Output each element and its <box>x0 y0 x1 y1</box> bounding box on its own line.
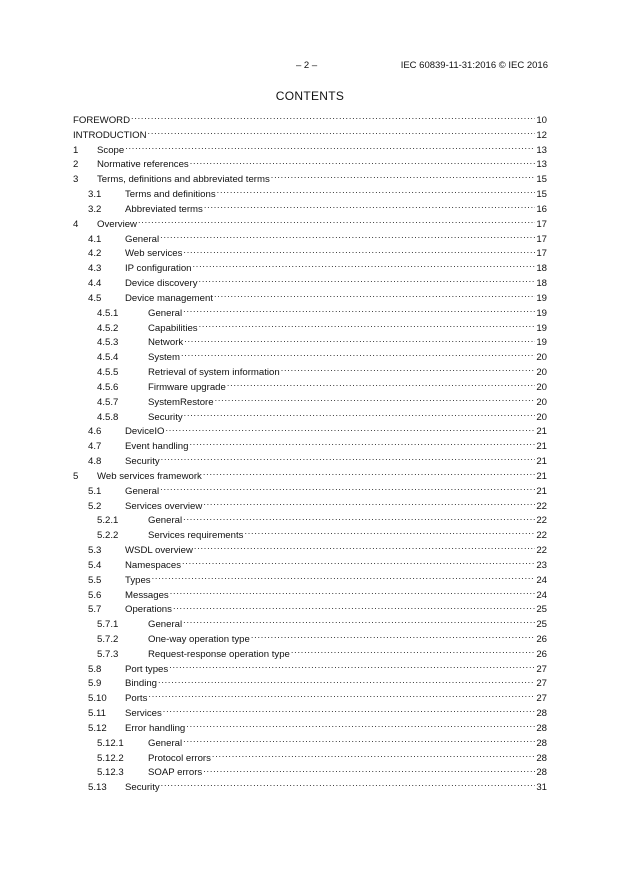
page-number: – 2 – <box>296 60 318 71</box>
toc-entry-label: Operations <box>125 604 172 616</box>
toc-entry-label: FOREWORD <box>73 115 131 126</box>
toc-entry-number: 5.3 <box>88 545 102 557</box>
toc-entry-number: 4.6 <box>88 426 102 438</box>
toc-entry[interactable] <box>73 736 547 751</box>
toc-entry-number: 5 <box>73 470 79 482</box>
dot-leader <box>193 261 536 271</box>
dot-leader <box>160 232 535 242</box>
toc-entry[interactable] <box>73 721 547 736</box>
toc-entry-page: 25 <box>536 619 547 631</box>
toc-entry-label: WSDL overview <box>125 545 193 557</box>
toc-entry-number: 1 <box>73 144 79 156</box>
toc-entry-number: 5.12.2 <box>97 752 124 764</box>
toc-entry-label: Ports <box>125 693 148 705</box>
toc-entry[interactable] <box>73 647 547 662</box>
dot-leader <box>281 365 536 375</box>
toc-entry[interactable] <box>73 439 547 454</box>
dot-leader <box>152 573 536 583</box>
toc-entry-page: 13 <box>536 144 547 156</box>
dot-leader <box>217 187 536 197</box>
toc-entry-label: Abbreviated terms <box>125 203 203 215</box>
toc-entry-label: Security <box>125 782 160 794</box>
toc-entry-number: 4.4 <box>88 278 102 290</box>
toc-entry-label: Device discovery <box>125 278 198 290</box>
dot-leader <box>184 410 536 420</box>
toc-entry-page: 20 <box>536 367 547 379</box>
toc-entry-number: 5.4 <box>88 559 102 571</box>
toc-entry-label: Web services framework <box>97 470 202 482</box>
toc-entry-page: 15 <box>536 189 547 201</box>
toc-entry-number: 4.5.8 <box>97 411 119 423</box>
toc-entry-number: 5.7 <box>88 604 102 616</box>
contents-title: CONTENTS <box>275 89 345 103</box>
toc-entry-number: 4.2 <box>88 248 102 260</box>
toc-entry[interactable] <box>73 558 547 573</box>
toc-entry-page: 19 <box>536 307 547 319</box>
document-identifier: IEC 60839-11-31:2016 © IEC 2016 <box>400 60 548 71</box>
toc-entry-number: 3.1 <box>88 189 102 201</box>
dot-leader <box>199 276 536 286</box>
toc-entry-label: General <box>148 619 183 631</box>
dot-leader <box>163 706 536 716</box>
toc-entry-page: 19 <box>536 337 547 349</box>
toc-entry-label: Device management <box>125 292 213 304</box>
toc-entry-label: Security <box>148 411 183 423</box>
toc-entry-number: 5.1 <box>88 485 102 497</box>
toc-entry-page: 20 <box>536 352 547 364</box>
dot-leader <box>190 157 536 167</box>
toc-entry-number: 4 <box>73 218 79 230</box>
toc-entry-label: Terms and definitions <box>125 189 216 201</box>
toc-entry-label: Binding <box>125 678 158 690</box>
toc-entry-number: 5.12 <box>88 722 107 734</box>
dot-leader <box>169 662 535 672</box>
toc-entry[interactable] <box>73 276 547 291</box>
toc-entry-page: 22 <box>536 530 547 542</box>
toc-entry-number: 4.5.4 <box>97 352 119 364</box>
toc-entry[interactable] <box>73 528 547 543</box>
toc-entry-number: 5.8 <box>88 663 102 675</box>
dot-leader <box>160 484 535 494</box>
toc-entry-label: Scope <box>97 144 125 156</box>
toc-entry-number: 5.7.2 <box>97 633 119 645</box>
dot-leader <box>161 780 536 790</box>
toc-entry[interactable] <box>73 143 547 158</box>
toc-entry[interactable] <box>73 662 547 677</box>
toc-entry-page: 21 <box>536 485 547 497</box>
toc-entry-number: 4.3 <box>88 263 102 275</box>
toc-entry-number: 4.5.2 <box>97 322 119 334</box>
toc-entry-number: 4.5.3 <box>97 337 119 349</box>
toc-entry-number: 4.5.5 <box>97 367 119 379</box>
toc-entry-label: Security <box>125 456 160 468</box>
toc-entry-number: 4.5.6 <box>97 381 119 393</box>
toc-entry-label: SOAP errors <box>148 767 203 779</box>
toc-entry-page: 21 <box>536 456 547 468</box>
toc-entry[interactable] <box>73 395 547 410</box>
dot-leader <box>244 528 535 538</box>
toc-entry-number: 5.9 <box>88 678 102 690</box>
toc-entry-label: General <box>148 515 183 527</box>
toc-entry-page: 26 <box>536 648 547 660</box>
toc-entry-number: 5.12.3 <box>97 767 124 779</box>
toc-entry[interactable] <box>73 380 547 395</box>
toc-entry-number: 5.13 <box>88 782 107 794</box>
dot-leader <box>148 128 536 138</box>
toc-entry-page: 15 <box>536 174 547 186</box>
toc-entry-page: 21 <box>536 426 547 438</box>
toc-entry-number: 4.5.7 <box>97 396 119 408</box>
toc-entry-label: Normative references <box>97 159 189 171</box>
toc-entry-number: 5.11 <box>88 708 106 720</box>
dot-leader <box>173 602 535 612</box>
toc-entry-label: Overview <box>97 218 137 230</box>
toc-entry-number: 5.2.2 <box>97 530 119 542</box>
toc-entry-label: Terms, definitions and abbreviated terms <box>97 174 270 186</box>
toc-entry-page: 28 <box>536 722 547 734</box>
dot-leader <box>131 113 535 123</box>
toc-entry[interactable] <box>73 172 547 187</box>
toc-entry-page: 25 <box>536 604 547 616</box>
toc-entry-page: 31 <box>536 782 547 794</box>
toc-entry[interactable] <box>73 291 547 306</box>
toc-entry-page: 20 <box>536 396 547 408</box>
toc-entry-label: SystemRestore <box>148 396 214 408</box>
toc-entry-page: 20 <box>536 411 547 423</box>
toc-entry-number: 5.2.1 <box>97 515 119 527</box>
dot-leader <box>148 691 535 701</box>
toc-entry-page: 13 <box>536 159 547 171</box>
toc-entry-number: 5.7.3 <box>97 648 119 660</box>
toc-entry-page: 24 <box>536 589 547 601</box>
toc-entry-label: Error handling <box>125 722 186 734</box>
toc-entry[interactable] <box>73 217 547 232</box>
toc-entry-page: 10 <box>536 115 547 126</box>
toc-entry-page: 17 <box>536 233 547 245</box>
toc-entry[interactable] <box>73 113 547 128</box>
toc-entry-number: 5.7.1 <box>97 619 119 631</box>
toc-entry-label: Port types <box>125 663 169 675</box>
toc-entry[interactable] <box>73 543 547 558</box>
toc-entry-page: 22 <box>536 545 547 557</box>
toc-entry[interactable] <box>73 588 547 603</box>
toc-entry-number: 5.2 <box>88 500 102 512</box>
dot-leader <box>215 395 536 405</box>
toc-entry-page: 28 <box>536 708 547 720</box>
dot-leader <box>251 632 535 642</box>
toc-entry-page: 22 <box>536 515 547 527</box>
toc-entry[interactable] <box>73 751 547 766</box>
dot-leader <box>158 676 535 686</box>
toc-entry[interactable] <box>73 780 547 795</box>
toc-entry-label: Capabilities <box>148 322 198 334</box>
toc-entry-page: 17 <box>536 248 547 260</box>
toc-entry-page: 22 <box>536 500 547 512</box>
toc-entry-number: 4.8 <box>88 456 102 468</box>
toc-entry-label: Types <box>125 574 151 586</box>
toc-entry-label: General <box>148 307 183 319</box>
toc-entry-page: 12 <box>536 129 547 141</box>
toc-entry-page: 18 <box>536 278 547 290</box>
toc-entry-label: Services <box>125 708 162 720</box>
toc-entry-page: 16 <box>536 203 547 215</box>
dot-leader <box>204 202 535 212</box>
toc-entry-label: General <box>125 485 160 497</box>
toc-entry[interactable] <box>73 321 547 336</box>
toc-entry[interactable] <box>73 306 547 321</box>
dot-leader <box>194 543 535 553</box>
toc-entry-page: 27 <box>536 678 547 690</box>
toc-entry[interactable] <box>73 424 547 439</box>
dot-leader <box>199 321 536 331</box>
toc-entry-label: General <box>125 233 160 245</box>
toc-entry[interactable] <box>73 573 547 588</box>
toc-entry[interactable] <box>73 335 547 350</box>
toc-entry-label: Namespaces <box>125 559 181 571</box>
toc-entry-page: 18 <box>536 263 547 275</box>
toc-entry-number: 3.2 <box>88 203 102 215</box>
dot-leader <box>183 617 535 627</box>
toc-entry-page: 19 <box>536 322 547 334</box>
toc-entry-label: Request-response operation type <box>148 648 290 660</box>
dot-leader <box>214 291 535 301</box>
toc-entry-number: 5.6 <box>88 589 102 601</box>
toc-entry-page: 28 <box>536 737 547 749</box>
dot-leader <box>183 513 535 523</box>
toc-entry[interactable] <box>73 202 547 217</box>
toc-entry-page: 27 <box>536 693 547 705</box>
toc-entry[interactable] <box>73 157 547 172</box>
toc-entry[interactable] <box>73 676 547 691</box>
toc-entry[interactable] <box>73 454 547 469</box>
toc-entry[interactable] <box>73 410 547 425</box>
toc-entry-label: Web services <box>125 248 183 260</box>
dot-leader <box>183 246 535 256</box>
toc-entry-label: Services requirements <box>148 530 244 542</box>
toc-entry[interactable] <box>73 499 547 514</box>
dot-leader <box>186 721 535 731</box>
dot-leader <box>181 350 535 360</box>
dot-leader <box>170 588 536 598</box>
toc-entry[interactable] <box>73 246 547 261</box>
toc-entry[interactable] <box>73 261 547 276</box>
toc-entry[interactable] <box>73 513 547 528</box>
dot-leader <box>161 454 536 464</box>
toc-entry-page: 28 <box>536 752 547 764</box>
dot-leader <box>189 439 535 449</box>
dot-leader <box>183 736 535 746</box>
toc-entry-label: Network <box>148 337 184 349</box>
dot-leader <box>291 647 535 657</box>
toc-entry-number: 5.5 <box>88 574 102 586</box>
toc-entry[interactable] <box>73 632 547 647</box>
toc-entry-number: 5.12.1 <box>97 737 124 749</box>
toc-entry-label: DeviceIO <box>125 426 165 438</box>
toc-entry-label: General <box>148 737 183 749</box>
toc-entry-page: 23 <box>536 559 547 571</box>
toc-entry-page: 17 <box>536 218 547 230</box>
toc-entry[interactable] <box>73 128 547 143</box>
toc-entry-number: 2 <box>73 159 79 171</box>
dot-leader <box>203 499 535 509</box>
toc-entry-page: 21 <box>536 470 547 482</box>
dot-leader <box>165 424 535 434</box>
toc-entry[interactable] <box>73 484 547 499</box>
toc-entry-label: IP configuration <box>125 263 192 275</box>
toc-entry-page: 21 <box>536 441 547 453</box>
toc-entry[interactable] <box>73 365 547 380</box>
toc-entry-label: Firmware upgrade <box>148 381 226 393</box>
dot-leader <box>184 335 535 345</box>
toc-entry-label: Protocol errors <box>148 752 211 764</box>
toc-entry-label: Messages <box>125 589 169 601</box>
toc-entry-label: Services overview <box>125 500 203 512</box>
toc-entry[interactable] <box>73 187 547 202</box>
toc-entry-number: 4.1 <box>88 233 102 245</box>
dot-leader <box>138 217 535 227</box>
toc-entry-label: Event handling <box>125 441 189 453</box>
toc-entry[interactable] <box>73 469 547 484</box>
toc-entry-page: 20 <box>536 381 547 393</box>
toc-entry-label: System <box>148 352 180 364</box>
dot-leader <box>227 380 535 390</box>
toc-entry[interactable] <box>73 691 547 706</box>
page-header <box>0 60 620 74</box>
toc-entry-page: 26 <box>536 633 547 645</box>
toc-entry[interactable] <box>73 765 547 780</box>
toc-entry-page: 28 <box>536 767 547 779</box>
dot-leader <box>182 558 535 568</box>
dot-leader <box>183 306 535 316</box>
toc-entry-page: 24 <box>536 574 547 586</box>
toc-entry-number: 4.7 <box>88 441 102 453</box>
toc-entry-number: 5.10 <box>88 693 107 705</box>
table-of-contents <box>73 113 547 795</box>
toc-entry[interactable] <box>73 232 547 247</box>
dot-leader <box>203 765 535 775</box>
toc-entry-label: INTRODUCTION <box>73 129 147 141</box>
toc-entry-page: 27 <box>536 663 547 675</box>
dot-leader <box>271 172 536 182</box>
toc-entry-number: 4.5.1 <box>97 307 119 319</box>
toc-entry-page: 19 <box>536 292 547 304</box>
toc-entry-label: Retrieval of system information <box>148 367 280 379</box>
toc-entry[interactable] <box>73 350 547 365</box>
toc-entry[interactable] <box>73 617 547 632</box>
dot-leader <box>203 469 535 479</box>
toc-entry-number: 3 <box>73 174 79 186</box>
toc-entry-label: One-way operation type <box>148 633 250 645</box>
dot-leader <box>212 751 535 761</box>
toc-entry-number: 4.5 <box>88 292 102 304</box>
toc-entry[interactable] <box>73 602 547 617</box>
dot-leader <box>125 143 535 153</box>
toc-entry[interactable] <box>73 706 547 721</box>
